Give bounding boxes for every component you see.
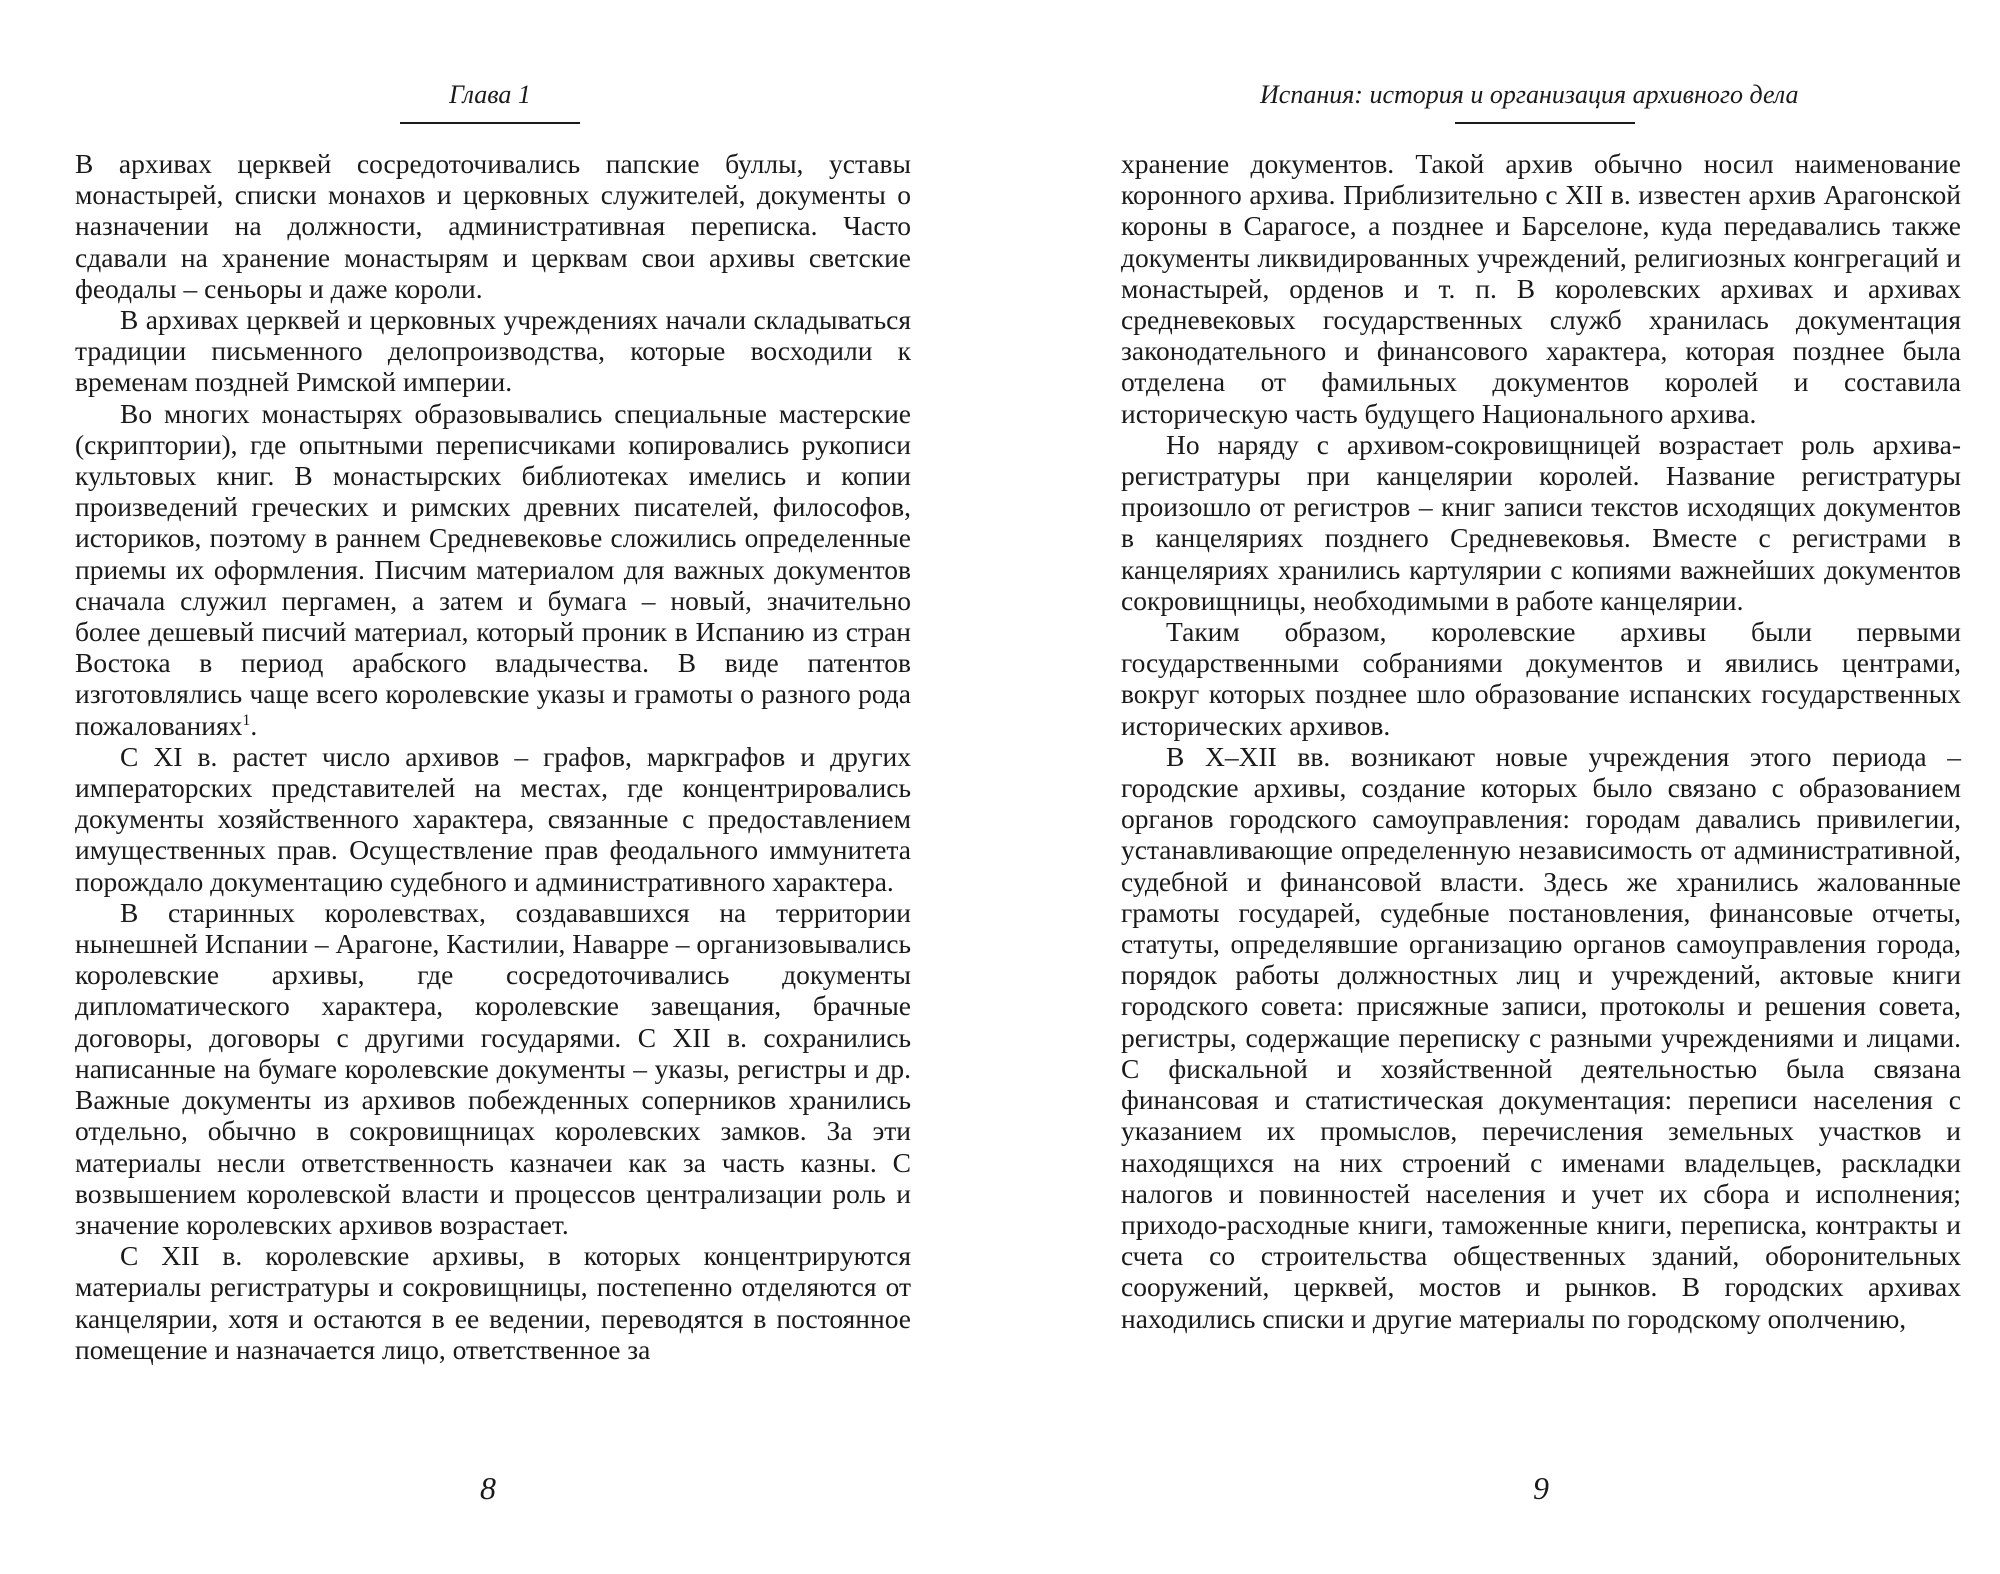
paragraph: В архивах церквей сосредоточивались папские буллы, уставы монастырей, списки монахов и церковных служителей, документы о назначении на должности, административная переписка. Часто сдавали на хранение монастырям и церквам свои архивы светские феодалы – сеньоры и даже короли. bbox=[75, 148, 911, 304]
paragraph: В старинных королевствах, создававшихся на территории нынешней Испании – Арагоне, Кастилии, Наварре – организовывались королевские архивы, где сосредоточивались документы дипломатического характера, королевские завещания, брачные договоры, договоры с другими государями. С XII в. сохранились написанные на бумаге королевские документы – указы, регистры и др. Важные документы из архивов побежденных соперников хранились отдельно, обычно в сокровищницах королевских замков. За эти материалы несли ответственность казначеи как за часть казны. С возвышением королевской власти и процессов централизации роль и значение королевских архивов возрастает. bbox=[75, 896, 911, 1240]
right-page-text bbox=[1121, 148, 1961, 1334]
running-head-chapter: Глава 1 bbox=[449, 80, 531, 109]
running-head-title: Испания: история и организация архивного дела bbox=[1260, 80, 1799, 109]
paragraph: хранение документов. Такой архив обычно носил наименование коронного архива. Приблизительно с XII в. известен архив Арагонской короны в Сарагосе, а позднее и Барселоне, куда передавались также документы ликвидированных учреждений, религиозных конгрегаций и монастырей, орденов и т. п. В королевских архивах и архивах средневековых государственных служб хранилась документация законодательного и финансового характера, которая позднее была отделена от фамильных документов королей и составила историческую часть будущего Национального архива. bbox=[1121, 148, 1961, 429]
paragraph: Таким образом, королевские архивы были первыми государственными собраниями документов и явились центрами, вокруг которых позднее шло образование испанских государственных исторических архивов. bbox=[1121, 616, 1961, 741]
paragraph: Во многих монастырях образовывались специальные мастерские (скриптории), где опытными переписчиками копировались рукописи культовых книг. В монастырских библиотеках имелись и копии произведений греческих и римских древних писателей, философов, историков, поэтому в раннем Средневековье сложились определенные приемы их оформления. Писчим материалом для важных документов сначала служил пергамен, а затем и бумага – новый, значительно более дешевый писчий материал, который проник в Испанию из стран Востока в период арабского владычества. В виде патентов изготовлялись чаще всего королевские указы и грамоты о разного рода пожалованиях$^1$. bbox=[75, 397, 911, 741]
paragraph: В X–XII вв. возникают новые учреждения этого периода – городские архивы, создание которых было связано с образованием органов городского самоуправления: городам давались привилегии, устанавливающие определенную независимость от административной, судебной и финансовой власти. Здесь же хранились жалованные грамоты государей, судебные постановления, финансовые отчеты, статуты, определявшие организацию органов самоуправления города, порядок работы должностных лиц и учреждений, актовые книги городского совета: присяжные записи, протоколы и решения совета, регистры, содержащие переписку с разными учреждениями и лицами. С фискальной и хозяйственной деятельностью была связана финансовая и статистическая документация: переписи населения с указанием их промыслов, перечисления земельных участков и находящихся на них строений с именами владельцев, раскладки налогов и повинностей населения и учет их сбора и исполнения; приходо-расходные книги, таможенные книги, переписка, контракты и счета со строительства общественных зданий, оборонительных сооружений, церквей, мостов и рынков. В городских архивах находились списки и другие материалы по городскому ополчению, bbox=[1121, 740, 1961, 1334]
paragraph-text: Во многих монастырях образовывались специальные мастерские (скриптории), где опытными переписчиками копировались рукописи культовых книг. В монастырских библиотеках имелись и копии произведений греческих и римских древних писателей, философов, историков, поэтому в раннем Средневековье сложились определенные приемы их оформления. Писчим материалом для важных документов сначала служил пергамен, а затем и бумага – новый, значительно более дешевый писчий материал, который проник в Испанию из стран Востока в период арабского владычества. В виде патентов изготовлялись чаще всего королевские указы и грамоты о разного рода пожалованиях bbox=[75, 397, 911, 741]
paragraph: С XII в. королевские архивы, в которых концентрируются материалы регистратуры и сокровищницы, постепенно отделяются от канцелярии, хотя и остаются в ее ведении, переводятся в постоянное помещение и назначается лицо, ответственное за bbox=[75, 1240, 911, 1365]
paragraph: С XI в. растет число архивов – графов, маркграфов и других императорских представителей на местах, где концентрировались документы хозяйственного характера, связанные с предоставлением имущественных прав. Осуществление прав феодального иммунитета порождало документацию судебного и административного характера. bbox=[75, 740, 911, 897]
page-number: 8 bbox=[480, 1470, 496, 1506]
right-page bbox=[1000, 0, 2000, 1574]
page-number: 9 bbox=[1533, 1470, 1549, 1506]
paragraph: В архивах церквей и церковных учреждениях начали складываться традиции письменного делопроизводства, которые восходили к временам поздней Римской империи. bbox=[75, 304, 911, 398]
header-rule bbox=[1455, 122, 1635, 124]
header-rule bbox=[400, 122, 580, 124]
paragraph: Но наряду с архивом-сокровищницей возрастает роль архива-регистратуры при канцелярии королей. Название регистратуры произошло от регистров – книг записи текстов исходящих документов в канцеляриях позднего Средневековья. Вместе с регистрами в канцеляриях хранились картулярии с копиями важнейших документов сокровищницы, необходимыми в работе канцелярии. bbox=[1121, 428, 1961, 616]
footnote-marker[interactable]: 1 bbox=[242, 711, 251, 729]
left-page-text bbox=[75, 148, 911, 1365]
